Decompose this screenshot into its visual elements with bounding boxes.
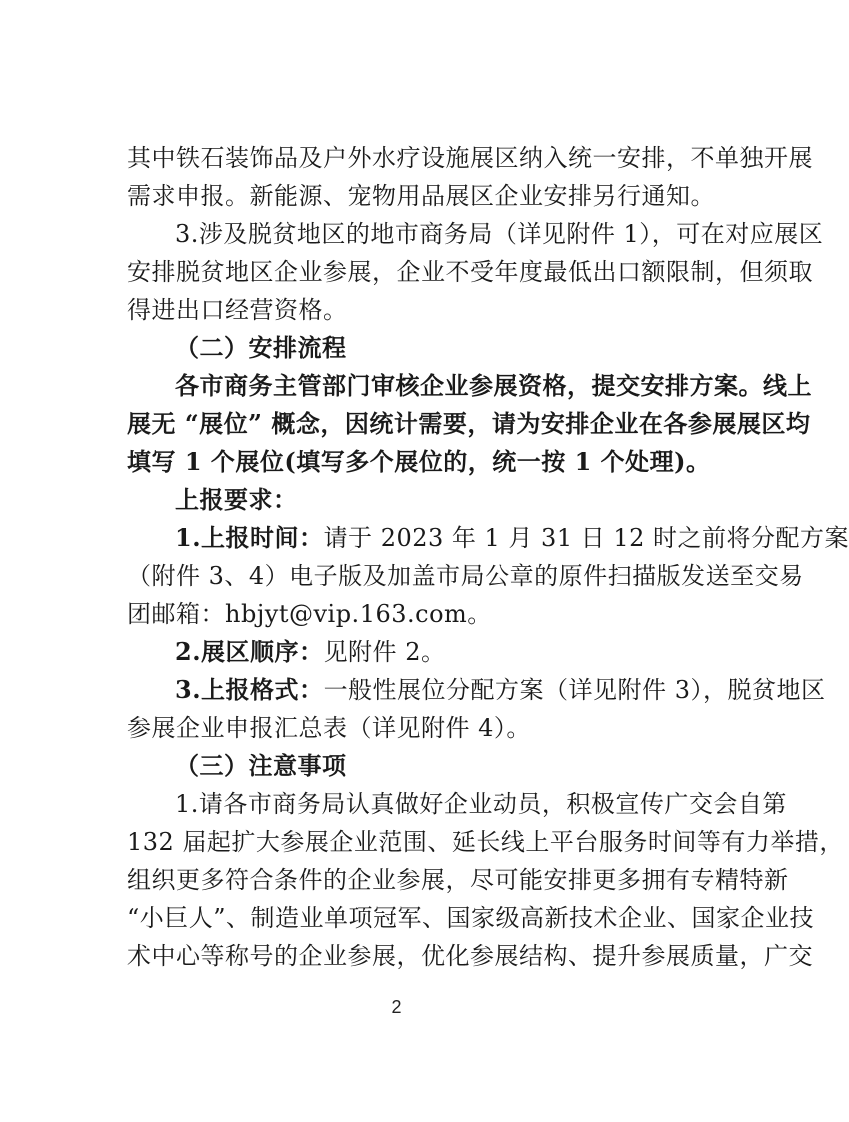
paragraph-line: 其中铁石装饰品及户外水疗设施展区纳入统一安排，不单独开展 [127, 144, 813, 172]
paragraph-line-bold: 各市商务主管部门审核企业参展资格，提交安排方案。线上 [175, 371, 812, 400]
paragraph-line: 需求申报。新能源、宠物用品展区企业安排另行通知。 [127, 182, 715, 210]
item-text: 一般性展位分配方案（详见附件 3），脱贫地区 [323, 676, 826, 704]
paragraph-line: 安排脱贫地区企业参展，企业不受年度最低出口额限制，但须取 [127, 258, 813, 286]
paragraph-line: 团邮箱：hbjyt@vip.163.com。 [127, 600, 492, 628]
section-heading: （三）注意事项 [175, 751, 347, 780]
paragraph-line: 132 届起扩大参展企业范围、延长线上平台服务时间等有力举措， [127, 828, 844, 856]
section-heading: （二）安排流程 [175, 333, 347, 362]
page-number: 2 [391, 997, 402, 1017]
paragraph-line: 1.请各市商务局认真做好企业动员，积极宣传广交会自第 [175, 790, 787, 818]
paragraph-line-bold: 展无 “展位” 概念，因统计需要，请为安排企业在各参展展区均 [127, 409, 811, 438]
paragraph-line [175, 675, 826, 705]
item-label: 1.上报时间： [175, 523, 324, 552]
item-text: 见附件 2。 [323, 638, 446, 666]
paragraph-line: 术中心等称号的企业参展，优化参展结构、提升参展质量，广交 [127, 942, 813, 970]
paragraph-line: （附件 3、4）电子版及加盖市局公章的原件扫描版发送至交易 [127, 562, 804, 590]
paragraph-line: 3.涉及脱贫地区的地市商务局（详见附件 1），可在对应展区 [175, 220, 824, 248]
paragraph-line [175, 523, 849, 553]
paragraph-line: 参展企业申报汇总表（详见附件 4）。 [127, 714, 531, 742]
subheading: 上报要求： [175, 485, 298, 514]
paragraph-line [175, 637, 687, 667]
paragraph-line-bold: 填写 1 个展位(填写多个展位的，统一按 1 个处理)。 [127, 447, 711, 476]
paragraph-line: “小巨人”、制造业单项冠军、国家级高新技术企业、国家企业技 [127, 904, 815, 932]
paragraph-line: 组织更多符合条件的企业参展，尽可能安排更多拥有专精特新 [127, 866, 789, 894]
item-label: 3.上报格式： [175, 675, 324, 704]
item-label: 2.展区顺序： [175, 637, 324, 666]
item-text: 请于 2023 年 1 月 31 日 12 时之前将分配方案 [323, 524, 849, 552]
paragraph-line: 得进出口经营资格。 [127, 296, 348, 324]
